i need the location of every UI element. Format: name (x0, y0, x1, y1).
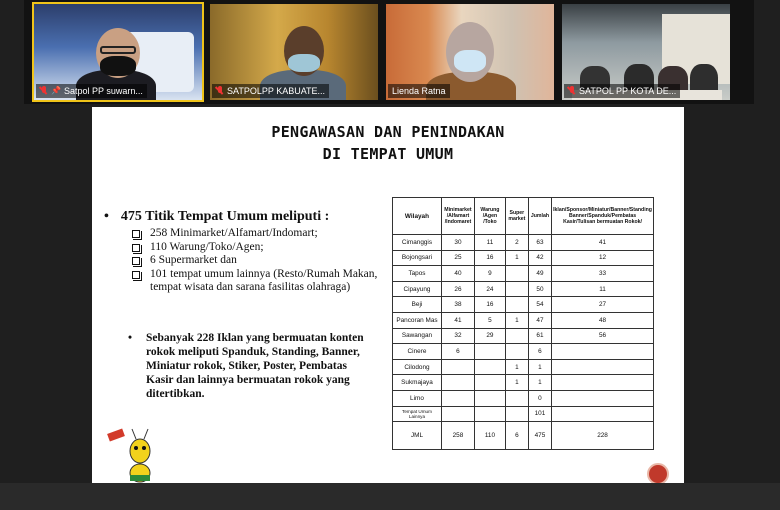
table-cell-region: JML (393, 422, 442, 450)
table-cell-region: Sukmajaya (393, 375, 442, 391)
table-cell (474, 375, 505, 391)
table-cell: 38 (441, 297, 474, 313)
table-cell: 11 (552, 281, 654, 297)
sub-item: 258 Minimarket/Alfamart/Indomart; (104, 227, 394, 241)
participant-name-label: Lienda Ratna (388, 84, 450, 98)
pin-icon: 📌 (51, 86, 61, 95)
bullet-main: • 475 Titik Tempat Umum meliputi : (104, 209, 330, 224)
participant-tile-1[interactable] (32, 2, 204, 102)
table-row (393, 422, 654, 450)
data-table (392, 197, 654, 450)
participant-tile-2[interactable] (208, 2, 380, 102)
table-cell (505, 281, 528, 297)
table-cell (505, 266, 528, 282)
table-cell-region: Sawangan (393, 328, 442, 344)
table-cell: 49 (528, 266, 551, 282)
table-row (393, 281, 654, 297)
table-row (393, 312, 654, 328)
table-cell: 54 (528, 297, 551, 313)
table-cell: 30 (441, 235, 474, 251)
table-cell: 6 (528, 344, 551, 360)
participant-tile-4[interactable] (560, 2, 732, 102)
table-cell: 6 (505, 422, 528, 450)
shared-presentation-slide (92, 107, 684, 483)
table-header: Minimarket /Alfamart /Indomaret (441, 198, 474, 235)
table-header: Jumlah (528, 198, 551, 235)
table-cell: 50 (528, 281, 551, 297)
table-cell: 26 (441, 281, 474, 297)
table-cell-region: Tempat Umum Lainnya (393, 406, 442, 422)
table-cell: 27 (552, 297, 654, 313)
table-cell (505, 390, 528, 406)
table-cell-region: Beji (393, 297, 442, 313)
table-cell (552, 359, 654, 375)
slide-title-line1: PENGAWASAN DAN PENINDAKAN (271, 123, 505, 141)
table-cell: 42 (528, 250, 551, 266)
table-cell: 61 (528, 328, 551, 344)
table-cell: 41 (552, 235, 654, 251)
table-cell-region: Cilodong (393, 359, 442, 375)
checkbox-bullet-icon (132, 271, 140, 279)
table-cell (505, 297, 528, 313)
table-cell (441, 390, 474, 406)
slide-title-line2: DI TEMPAT UMUM (322, 145, 454, 163)
table-row (393, 297, 654, 313)
table-cell (474, 390, 505, 406)
mascot-illustration (106, 425, 166, 483)
table-cell-region: Limo (393, 390, 442, 406)
table-cell (505, 406, 528, 422)
table-cell: 5 (474, 312, 505, 328)
table-cell (474, 344, 505, 360)
table-cell: 16 (474, 297, 505, 313)
table-cell: 1 (505, 375, 528, 391)
table-cell: 41 (441, 312, 474, 328)
table-cell: 33 (552, 266, 654, 282)
checkbox-bullet-icon (132, 257, 140, 265)
table-cell (441, 406, 474, 422)
table-cell: 0 (528, 390, 551, 406)
table-row (393, 390, 654, 406)
mic-muted-icon (40, 86, 48, 96)
table-cell: 110 (474, 422, 505, 450)
table-cell-region: Cipayung (393, 281, 442, 297)
table-cell-region: Cinere (393, 344, 442, 360)
checkbox-bullet-icon (132, 244, 140, 252)
table-cell-region: Tapos (393, 266, 442, 282)
table-row (393, 359, 654, 375)
table-row (393, 235, 654, 251)
table-cell: 258 (441, 422, 474, 450)
participant-strip (24, 0, 754, 104)
table-cell: 1 (528, 375, 551, 391)
table-cell: 56 (552, 328, 654, 344)
table-cell: 11 (474, 235, 505, 251)
bullet-secondary: • Sebanyak 228 Iklan yang bermuatan konten rokok meliputi Spanduk, Standing, Banner, Miniatur rokok, Stiker, Poster, Pembatas Kasir dan lainnya bermuatan rokok yang ditertibkan. (128, 331, 368, 401)
sub-item: 110 Warung/Toko/Agen; (104, 241, 394, 255)
table-cell (505, 328, 528, 344)
table-cell: 101 (528, 406, 551, 422)
table-cell: 63 (528, 235, 551, 251)
mic-muted-icon (568, 86, 576, 96)
sub-item: 101 tempat umum lainnya (Resto/Rumah Makan, tempat wisata dan sarana fasilitas olahraga) (104, 268, 394, 295)
table-cell: 12 (552, 250, 654, 266)
table-cell (552, 390, 654, 406)
table-cell: 6 (441, 344, 474, 360)
table-cell: 29 (474, 328, 505, 344)
participant-name-label: SATPOLPP KABUATE... (212, 84, 329, 98)
table-row (393, 406, 654, 422)
table-cell: 47 (528, 312, 551, 328)
table-cell (552, 406, 654, 422)
participant-tile-3[interactable] (384, 2, 556, 102)
table-cell (505, 344, 528, 360)
table-cell: 228 (552, 422, 654, 450)
table-row (393, 375, 654, 391)
table-cell: 1 (528, 359, 551, 375)
table-cell: 16 (474, 250, 505, 266)
table-header: Warung /Agen /Toko (474, 198, 505, 235)
table-header: Wilayah (393, 198, 442, 235)
slide-title (92, 121, 684, 165)
table-cell: 32 (441, 328, 474, 344)
table-cell (441, 375, 474, 391)
table-row (393, 266, 654, 282)
table-cell (474, 406, 505, 422)
table-header: Super market (505, 198, 528, 235)
table-cell-region: Pancoran Mas (393, 312, 442, 328)
recording-indicator-icon (647, 463, 669, 485)
table-cell: 25 (441, 250, 474, 266)
table-cell-region: Bojongsari (393, 250, 442, 266)
table-cell: 48 (552, 312, 654, 328)
sub-item: 6 Supermarket dan (104, 254, 394, 268)
table-cell: 1 (505, 250, 528, 266)
participant-name-label: 📌 Satpol PP suwarn... (36, 84, 147, 98)
table-cell (552, 375, 654, 391)
table-cell-region: Cimanggis (393, 235, 442, 251)
table-cell: 24 (474, 281, 505, 297)
table-cell: 1 (505, 359, 528, 375)
bottom-toolbar (0, 483, 780, 510)
table-cell (552, 344, 654, 360)
table-cell (474, 359, 505, 375)
table-row (393, 328, 654, 344)
mic-muted-icon (216, 86, 224, 96)
checkbox-bullet-icon (132, 230, 140, 238)
table-row (393, 344, 654, 360)
participant-name-label: SATPOL PP KOTA DE... (564, 84, 680, 98)
table-cell: 9 (474, 266, 505, 282)
table-cell: 1 (505, 312, 528, 328)
table-header: Iklan/Sponsor/Miniatur/Banner/Standing Banner/Spanduk/Pembatas Kasir/Tulisan bermuatan Rokok/ (552, 198, 654, 235)
table-cell (441, 359, 474, 375)
table-cell: 475 (528, 422, 551, 450)
table-cell: 2 (505, 235, 528, 251)
table-row (393, 250, 654, 266)
bullet-secondary-text: Sebanyak 228 Iklan yang bermuatan konten rokok meliputi Spanduk, Standing, Banner, Miniatur rokok, Stiker, Poster, Pembatas Kasir dan lainnya bermuatan rokok yang ditertibkan. (146, 332, 364, 400)
bullet-list (104, 209, 394, 295)
bullet-main-text: 475 Titik Tempat Umum meliputi : (120, 209, 330, 224)
table-cell: 40 (441, 266, 474, 282)
table-header-row (393, 198, 654, 235)
